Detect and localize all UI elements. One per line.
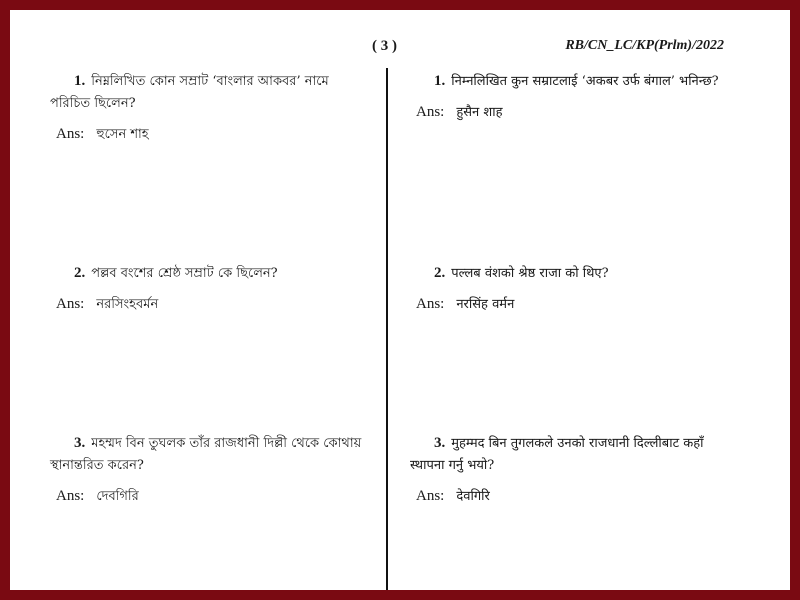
answer-text: हुसैन शाह — [456, 105, 503, 120]
answer-label: Ans: — [416, 104, 445, 120]
page-number: ( 3 ) — [372, 38, 397, 54]
question-body: নিম্নলিখিত কোন সম্রাট ‘বাংলার আকবর’ নামে পরিচিত ছিলেন? — [50, 74, 329, 111]
column-divider — [386, 68, 388, 590]
question-text — [410, 262, 732, 285]
answer-label: Ans: — [416, 488, 445, 504]
answer-line — [50, 123, 372, 146]
question-block — [50, 70, 372, 146]
question-number: 1. — [74, 73, 86, 89]
question-body: পল্লব বংশের শ্রেষ্ঠ সম্রাট কে ছিলেন? — [91, 266, 278, 281]
question-block — [50, 262, 372, 316]
question-body: মহম্মদ বিন তুঘলক তাঁর রাজধানী দিল্লী থেকে কোথায় স্থানান্তরিত করেন? — [50, 436, 362, 473]
question-block — [410, 262, 732, 316]
exam-code: RB/CN_LC/KP(Prlm)/2022 — [565, 38, 724, 53]
answer-line — [50, 293, 372, 316]
question-number: 3. — [74, 435, 86, 451]
question-block — [410, 432, 732, 508]
answer-text: হুসেন শাহ — [96, 127, 149, 142]
answer-text: নরসিংহবর্মন — [96, 297, 159, 312]
question-body: मुहम्मद बिन तुगलकले उनको राजधानी दिल्लीबाट कहाँ स्थापना गर्नु भयो? — [410, 436, 704, 473]
question-number: 1. — [434, 73, 446, 89]
answer-line — [410, 293, 732, 316]
answer-text: দেবগিরি — [96, 489, 139, 504]
answer-line — [410, 485, 732, 508]
question-text — [50, 70, 372, 115]
answer-text: देवगिरि — [456, 489, 490, 504]
question-number: 2. — [74, 265, 86, 281]
answer-label: Ans: — [56, 488, 85, 504]
question-number: 2. — [434, 265, 446, 281]
question-block — [410, 70, 732, 124]
answer-label: Ans: — [416, 296, 445, 312]
answer-line — [50, 485, 372, 508]
answer-label: Ans: — [56, 296, 85, 312]
answer-text: नरसिंह वर्मन — [456, 297, 515, 312]
question-number: 3. — [434, 435, 446, 451]
question-block — [50, 432, 372, 508]
question-body: निम्नलिखित कुन सम्राटलाई ‘अकबर उर्फ बंगाल’ भनिन्छ? — [451, 74, 719, 89]
question-body: पल्लब वंशको श्रेष्ठ राजा को थिए? — [451, 266, 609, 281]
document-page — [10, 10, 790, 590]
question-text — [50, 262, 372, 285]
answer-line — [410, 101, 732, 124]
question-text — [50, 432, 372, 477]
answer-label: Ans: — [56, 126, 85, 142]
question-text — [410, 70, 732, 93]
question-text — [410, 432, 732, 477]
